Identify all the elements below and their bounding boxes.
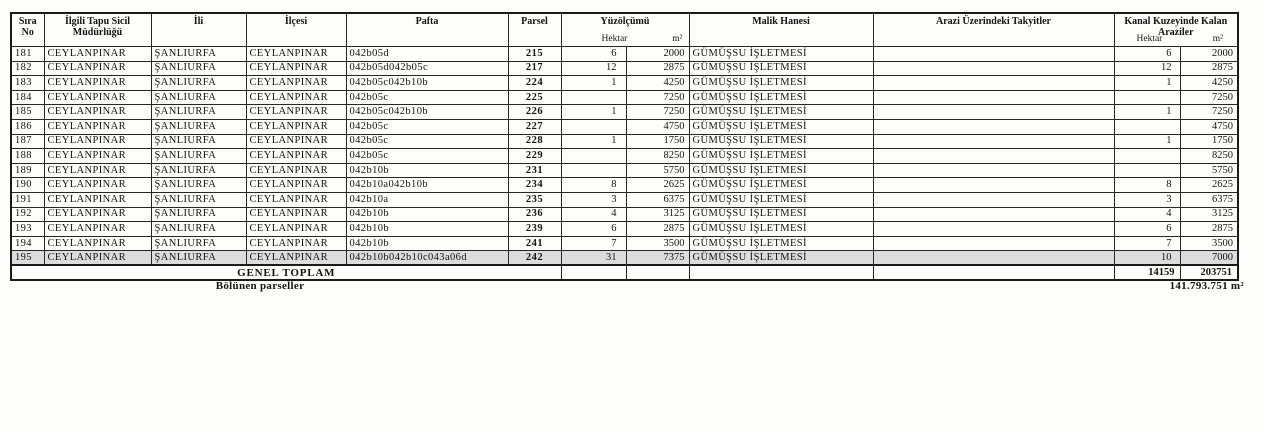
cell-pafta: 042b10a042b10b: [346, 178, 508, 193]
cell-ili: ŞANLIURFA: [151, 76, 246, 91]
cell-mudurluk: CEYLANPINAR: [44, 236, 151, 251]
cell-hektar: 6: [561, 47, 626, 62]
cell-ilcesi: CEYLANPINAR: [246, 207, 346, 222]
cell-takyitler: [873, 90, 1114, 105]
cell-mudurluk: CEYLANPINAR: [44, 207, 151, 222]
cell-ili: ŞANLIURFA: [151, 61, 246, 76]
table-row: [11, 134, 1238, 149]
header-row: [11, 13, 1238, 47]
cell-mudurluk: CEYLANPINAR: [44, 105, 151, 120]
cell-ilcesi: CEYLANPINAR: [246, 163, 346, 178]
cell-kanal-hektar: 7: [1114, 236, 1180, 251]
cell-m2: 8250: [626, 149, 689, 164]
toplam-m2-label: 141.793.751 m²: [1169, 280, 1244, 292]
cell-ili: ŞANLIURFA: [151, 134, 246, 149]
cell-kanal-hektar: 1: [1114, 105, 1180, 120]
table-row: [11, 222, 1238, 237]
cell-sira-no: 185: [11, 105, 44, 120]
cell-parsel: 241: [508, 236, 561, 251]
cell-kanal-m2: 7250: [1180, 90, 1238, 105]
cell-sira-no: 190: [11, 178, 44, 193]
cell-takyitler: [873, 207, 1114, 222]
table-row: [11, 76, 1238, 91]
cell-kanal-hektar: 1: [1114, 134, 1180, 149]
cell-takyitler: [873, 61, 1114, 76]
cell-hektar: 12: [561, 61, 626, 76]
cell-ilcesi: CEYLANPINAR: [246, 236, 346, 251]
cell-m2: 4250: [626, 76, 689, 91]
cell-malik-hanesi: GÜMÜŞSU İŞLETMESİ: [689, 222, 873, 237]
table-body: [11, 47, 1238, 266]
cell-sira-no: 193: [11, 222, 44, 237]
cell-pafta: 042b05c: [346, 134, 508, 149]
cell-parsel: 231: [508, 163, 561, 178]
cell-parsel: 217: [508, 61, 561, 76]
cell-mudurluk: CEYLANPINAR: [44, 251, 151, 266]
header-parsel: Parsel: [508, 13, 561, 47]
cell-hektar: [561, 163, 626, 178]
table-row: [11, 105, 1238, 120]
table-row: [11, 90, 1238, 105]
cell-malik-hanesi: GÜMÜŞSU İŞLETMESİ: [689, 90, 873, 105]
cell-parsel: 225: [508, 90, 561, 105]
table-header: [11, 13, 1238, 47]
cell-parsel: 224: [508, 76, 561, 91]
cell-sira-no: 192: [11, 207, 44, 222]
cell-hektar: 1: [561, 105, 626, 120]
header-yuzolcumu: [561, 13, 689, 47]
cell-malik-hanesi: GÜMÜŞSU İŞLETMESİ: [689, 251, 873, 266]
cell-ilcesi: CEYLANPINAR: [246, 149, 346, 164]
cell-sira-no: 195: [11, 251, 44, 266]
cell-ili: ŞANLIURFA: [151, 90, 246, 105]
table-row: [11, 163, 1238, 178]
cell-ili: ŞANLIURFA: [151, 119, 246, 134]
cell-hektar: 1: [561, 134, 626, 149]
cell-sira-no: 186: [11, 119, 44, 134]
cell-pafta: 042b05d042b05c: [346, 61, 508, 76]
cell-pafta: 042b05d: [346, 47, 508, 62]
cell-kanal-m2: 2875: [1180, 61, 1238, 76]
total-kanal-hektar: 14159: [1114, 265, 1180, 280]
cell-ili: ŞANLIURFA: [151, 178, 246, 193]
cell-hektar: 4: [561, 207, 626, 222]
cell-ilcesi: CEYLANPINAR: [246, 105, 346, 120]
cell-ilcesi: CEYLANPINAR: [246, 192, 346, 207]
cell-malik-hanesi: GÜMÜŞSU İŞLETMESİ: [689, 149, 873, 164]
cell-takyitler: [873, 119, 1114, 134]
cell-kanal-m2: 2625: [1180, 178, 1238, 193]
total-malik-empty: [689, 265, 873, 280]
cell-sira-no: 184: [11, 90, 44, 105]
cell-ilcesi: CEYLANPINAR: [246, 61, 346, 76]
cell-kanal-m2: 7250: [1180, 105, 1238, 120]
table-footer: [11, 265, 1238, 280]
cell-ilcesi: CEYLANPINAR: [246, 90, 346, 105]
cell-parsel: 234: [508, 178, 561, 193]
header-kanal-m2: m²: [1212, 34, 1223, 44]
cell-ili: ŞANLIURFA: [151, 105, 246, 120]
cell-m2: 3125: [626, 207, 689, 222]
cell-ili: ŞANLIURFA: [151, 192, 246, 207]
land-registry-table: [10, 12, 1239, 281]
cell-hektar: 31: [561, 251, 626, 266]
header-mudurluk: İlgili Tapu Sicil Müdürlüğü: [44, 13, 151, 47]
cell-m2: 1750: [626, 134, 689, 149]
table-row: [11, 61, 1238, 76]
cell-kanal-hektar: [1114, 119, 1180, 134]
cell-takyitler: [873, 222, 1114, 237]
cell-kanal-hektar: 1: [1114, 76, 1180, 91]
cell-takyitler: [873, 251, 1114, 266]
cell-takyitler: [873, 47, 1114, 62]
cell-sira-no: 188: [11, 149, 44, 164]
cell-parsel: 226: [508, 105, 561, 120]
cell-m2: 2875: [626, 222, 689, 237]
cell-ilcesi: CEYLANPINAR: [246, 76, 346, 91]
cell-kanal-m2: 1750: [1180, 134, 1238, 149]
cell-mudurluk: CEYLANPINAR: [44, 90, 151, 105]
cell-ili: ŞANLIURFA: [151, 251, 246, 266]
cell-malik-hanesi: GÜMÜŞSU İŞLETMESİ: [689, 105, 873, 120]
cell-ilcesi: CEYLANPINAR: [246, 222, 346, 237]
header-ili: İli: [151, 13, 246, 47]
cell-sira-no: 182: [11, 61, 44, 76]
cell-sira-no: 181: [11, 47, 44, 62]
cell-m2: 7375: [626, 251, 689, 266]
cell-kanal-m2: 4250: [1180, 76, 1238, 91]
cell-hektar: [561, 149, 626, 164]
cell-malik-hanesi: GÜMÜŞSU İŞLETMESİ: [689, 61, 873, 76]
cell-hektar: 6: [561, 222, 626, 237]
cell-ilcesi: CEYLANPINAR: [246, 251, 346, 266]
cell-kanal-hektar: 12: [1114, 61, 1180, 76]
cell-m2: 7250: [626, 90, 689, 105]
cell-mudurluk: CEYLANPINAR: [44, 47, 151, 62]
cell-malik-hanesi: GÜMÜŞSU İŞLETMESİ: [689, 192, 873, 207]
cell-kanal-m2: 4750: [1180, 119, 1238, 134]
cell-sira-no: 187: [11, 134, 44, 149]
cell-mudurluk: CEYLANPINAR: [44, 149, 151, 164]
total-takyit-empty: [873, 265, 1114, 280]
cell-mudurluk: CEYLANPINAR: [44, 222, 151, 237]
header-sira-no: Sıra No: [11, 13, 44, 47]
cell-ili: ŞANLIURFA: [151, 207, 246, 222]
cell-m2: 5750: [626, 163, 689, 178]
cell-ili: ŞANLIURFA: [151, 163, 246, 178]
cell-mudurluk: CEYLANPINAR: [44, 134, 151, 149]
cell-ilcesi: CEYLANPINAR: [246, 178, 346, 193]
cell-pafta: 042b05c: [346, 119, 508, 134]
table-row: [11, 251, 1238, 266]
cell-pafta: 042b10b: [346, 163, 508, 178]
cell-ili: ŞANLIURFA: [151, 149, 246, 164]
cell-m2: 4750: [626, 119, 689, 134]
header-pafta: Pafta: [346, 13, 508, 47]
cell-parsel: 239: [508, 222, 561, 237]
cell-kanal-hektar: 3: [1114, 192, 1180, 207]
table-row: [11, 47, 1238, 62]
bolunen-parseller-label: Bölünen parseller: [215, 280, 305, 292]
cell-m2: 7250: [626, 105, 689, 120]
cell-malik-hanesi: GÜMÜŞSU İŞLETMESİ: [689, 163, 873, 178]
cell-ilcesi: CEYLANPINAR: [246, 47, 346, 62]
cell-takyitler: [873, 163, 1114, 178]
cell-mudurluk: CEYLANPINAR: [44, 163, 151, 178]
cell-sira-no: 194: [11, 236, 44, 251]
total-kanal-m2: 203751: [1180, 265, 1238, 280]
cell-pafta: 042b10a: [346, 192, 508, 207]
cell-hektar: 8: [561, 178, 626, 193]
cell-malik-hanesi: GÜMÜŞSU İŞLETMESİ: [689, 76, 873, 91]
cell-mudurluk: CEYLANPINAR: [44, 119, 151, 134]
cell-takyitler: [873, 236, 1114, 251]
cell-mudurluk: CEYLANPINAR: [44, 192, 151, 207]
cell-parsel: 236: [508, 207, 561, 222]
table-row: [11, 192, 1238, 207]
header-takyitler: Arazi Üzerindeki Takyitler: [873, 13, 1114, 47]
cell-takyitler: [873, 105, 1114, 120]
cell-kanal-m2: 2000: [1180, 47, 1238, 62]
cell-parsel: 229: [508, 149, 561, 164]
cell-pafta: 042b05c042b10b: [346, 105, 508, 120]
cell-hektar: 3: [561, 192, 626, 207]
header-yuzolcumu-title: Yüzölçümü: [600, 16, 650, 27]
cell-m2: 2875: [626, 61, 689, 76]
cell-kanal-m2: 5750: [1180, 163, 1238, 178]
cell-parsel: 235: [508, 192, 561, 207]
cell-ili: ŞANLIURFA: [151, 222, 246, 237]
cell-kanal-hektar: [1114, 163, 1180, 178]
cell-parsel: 227: [508, 119, 561, 134]
cell-sira-no: 189: [11, 163, 44, 178]
cell-pafta: 042b10b: [346, 207, 508, 222]
header-ilcesi: İlçesi: [246, 13, 346, 47]
cell-takyitler: [873, 76, 1114, 91]
cell-kanal-m2: 2875: [1180, 222, 1238, 237]
cell-pafta: 042b05c: [346, 90, 508, 105]
cell-kanal-m2: 3125: [1180, 207, 1238, 222]
cell-kanal-m2: 3500: [1180, 236, 1238, 251]
cell-malik-hanesi: GÜMÜŞSU İŞLETMESİ: [689, 178, 873, 193]
table-row: [11, 207, 1238, 222]
header-yuz-hektar: Hektar: [601, 34, 628, 44]
cell-takyitler: [873, 149, 1114, 164]
cell-ilcesi: CEYLANPINAR: [246, 134, 346, 149]
table-row: [11, 236, 1238, 251]
cell-mudurluk: CEYLANPINAR: [44, 178, 151, 193]
cell-pafta: 042b10b: [346, 236, 508, 251]
cell-kanal-m2: 8250: [1180, 149, 1238, 164]
header-kanal-title: Kanal Kuzeyinde Kalan Araziler: [1124, 16, 1228, 38]
cell-malik-hanesi: GÜMÜŞSU İŞLETMESİ: [689, 236, 873, 251]
cell-mudurluk: CEYLANPINAR: [44, 76, 151, 91]
header-kanal-kuzeyinde: [1114, 13, 1238, 47]
total-m2-empty: [626, 265, 689, 280]
cell-m2: 6375: [626, 192, 689, 207]
cell-pafta: 042b05c042b10b: [346, 76, 508, 91]
header-yuz-m2: m²: [672, 34, 683, 44]
cell-kanal-hektar: 8: [1114, 178, 1180, 193]
cell-ili: ŞANLIURFA: [151, 47, 246, 62]
cell-kanal-hektar: 4: [1114, 207, 1180, 222]
total-hektar-empty: [561, 265, 626, 280]
cell-kanal-m2: 7000: [1180, 251, 1238, 266]
cell-malik-hanesi: GÜMÜŞSU İŞLETMESİ: [689, 119, 873, 134]
cell-ilcesi: CEYLANPINAR: [246, 119, 346, 134]
cell-hektar: 7: [561, 236, 626, 251]
cell-malik-hanesi: GÜMÜŞSU İŞLETMESİ: [689, 47, 873, 62]
total-label: GENEL TOPLAM: [11, 265, 561, 280]
cell-m2: 2625: [626, 178, 689, 193]
cell-pafta: 042b05c: [346, 149, 508, 164]
cell-pafta: 042b10b042b10c043a06d: [346, 251, 508, 266]
cell-parsel: 242: [508, 251, 561, 266]
cell-kanal-m2: 6375: [1180, 192, 1238, 207]
header-kanal-hektar: Hektar: [1136, 34, 1163, 44]
cell-kanal-hektar: [1114, 149, 1180, 164]
cell-m2: 3500: [626, 236, 689, 251]
cell-parsel: 228: [508, 134, 561, 149]
cell-m2: 2000: [626, 47, 689, 62]
total-row: [11, 265, 1238, 280]
cell-ili: ŞANLIURFA: [151, 236, 246, 251]
table-row: [11, 119, 1238, 134]
cell-parsel: 215: [508, 47, 561, 62]
cell-sira-no: 183: [11, 76, 44, 91]
cell-malik-hanesi: GÜMÜŞSU İŞLETMESİ: [689, 134, 873, 149]
table-row: [11, 178, 1238, 193]
cell-takyitler: [873, 178, 1114, 193]
cell-kanal-hektar: [1114, 90, 1180, 105]
cell-hektar: 1: [561, 76, 626, 91]
cell-kanal-hektar: 6: [1114, 222, 1180, 237]
cell-hektar: [561, 90, 626, 105]
cell-pafta: 042b10b: [346, 222, 508, 237]
cell-takyitler: [873, 134, 1114, 149]
header-malik-hanesi: Malik Hanesi: [689, 13, 873, 47]
cell-sira-no: 191: [11, 192, 44, 207]
cell-mudurluk: CEYLANPINAR: [44, 61, 151, 76]
table-row: [11, 149, 1238, 164]
cell-malik-hanesi: GÜMÜŞSU İŞLETMESİ: [689, 207, 873, 222]
cell-hektar: [561, 119, 626, 134]
cell-kanal-hektar: 10: [1114, 251, 1180, 266]
cell-kanal-hektar: 6: [1114, 47, 1180, 62]
cell-takyitler: [873, 192, 1114, 207]
